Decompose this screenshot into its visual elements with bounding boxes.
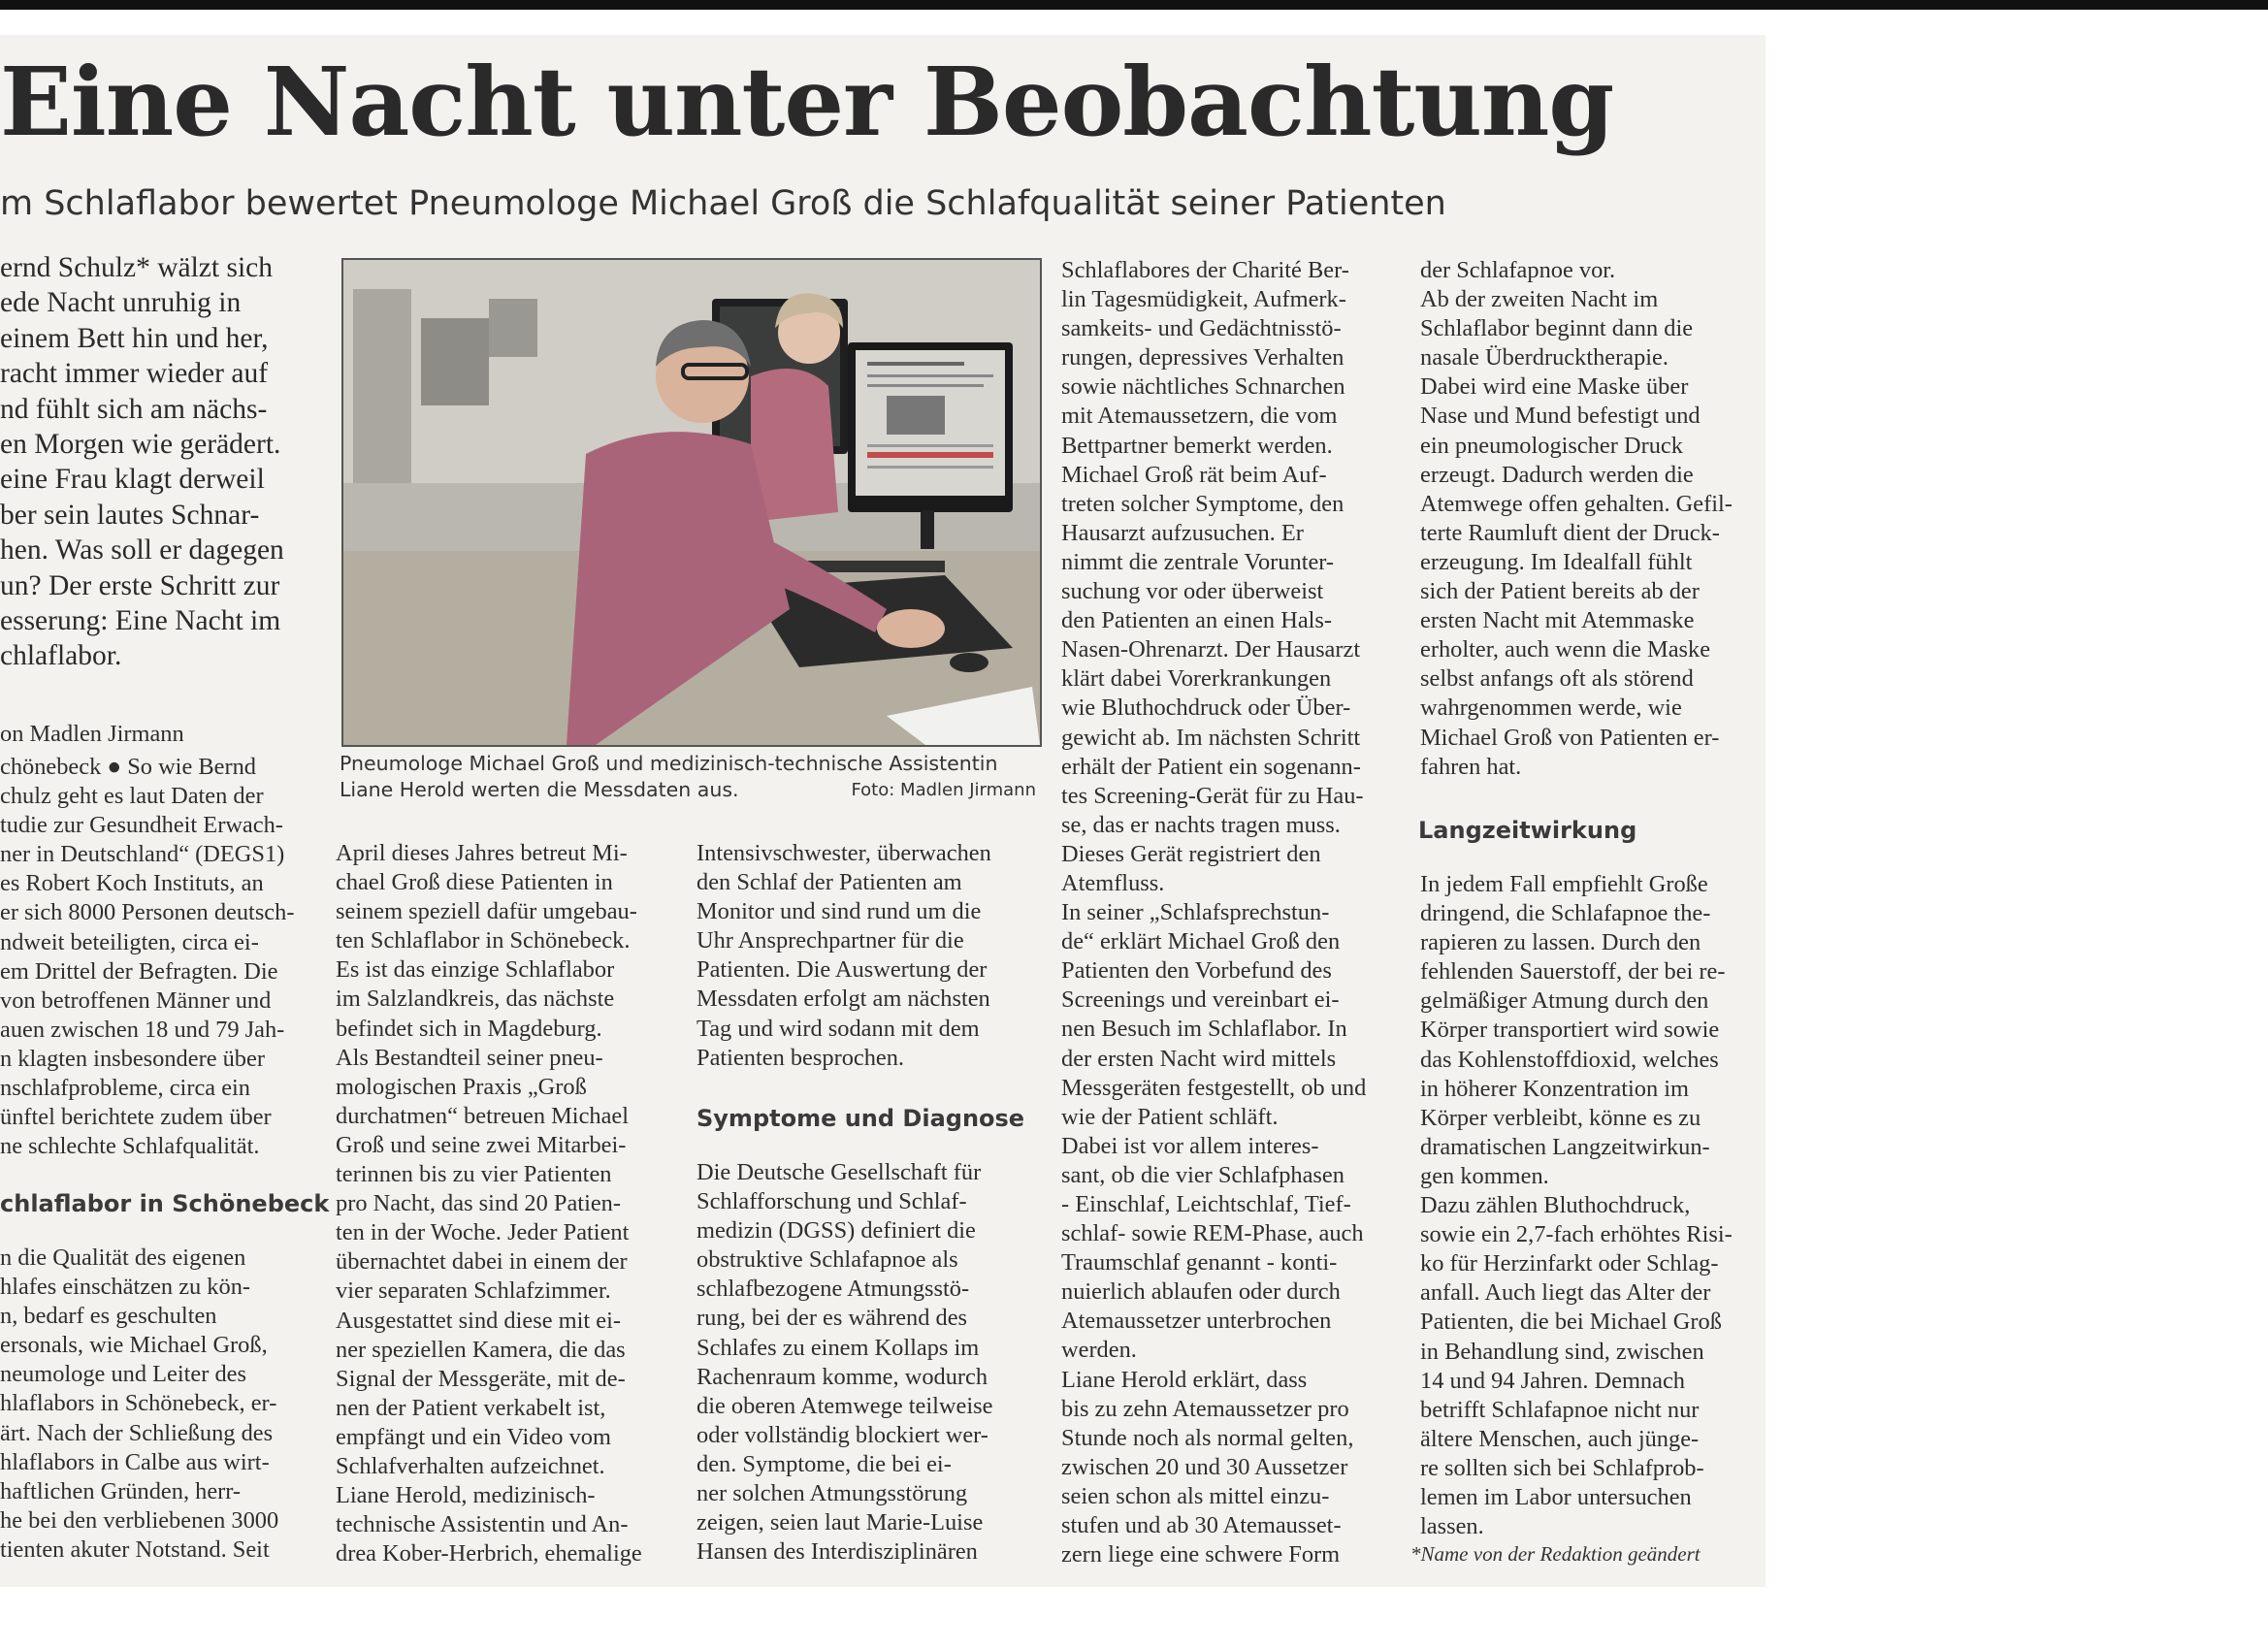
column-2-text: April dieses Jahres betreut Mi- chael Groß diese Patienten in seinem speziell dafür umgebau- ten Schlaflabor in Schönebeck. Es ist das einzige Schlaflabor im Salzlandkreis, das nächste befindet sich in Magdeburg. Als Bestandteil seiner pneu- mologischen Praxis „Groß durchatmen“ betreuen Michael Groß und seine zwei Mitarbei- terinnen bis zu vier Patienten pro Nacht, das sind 20 Patien- ten in der Woche. Jeder Patient übernachtet dabei in einem der vier separaten Schlafzimmer. Ausgestattet sind diese mit ei- ner speziellen Kamera, die das Signal der Messgeräte, mit de- nen der Patient verkabelt ist, empfängt und ein Video vom Schlafverhalten aufzeichnet. Liane Herold, medizinisch- technische Assistentin und An- drea Kober-Herbrich, ehemalige [336, 840, 642, 1568]
section-heading-symptome: Symptome und Diagnose [697, 1105, 1025, 1132]
section-heading-langzeitwirkung: Langzeitwirkung [1418, 817, 1637, 844]
photo-caption [340, 751, 1040, 803]
lab-scene-illustration [343, 260, 1040, 745]
column-3-text: Intensivschwester, überwachen den Schlaf der Patienten am Monitor und sind rund um die Uhr Ansprechpartner für die Patienten. Die Auswertung der Messdaten erfolgt am nächsten Tag und wird sodann mit dem Patienten besprochen. [697, 840, 991, 1071]
article-photo [341, 258, 1042, 747]
photo-credit: Foto: Madlen Jirmann [851, 780, 1036, 800]
column-1-text-2: n die Qualität des eigenen hlafes einschätzen zu kön- n, bedarf es geschulten ersonals, wie Michael Groß, neumologe und Leiter des hlaflabors in Schönebeck, er- ärt. Nach der Schließung des hlaflabors in Calbe aus wirt- haftlichen Gründen, herr- he bei den verbliebenen 3000 tienten akuter Notstand. Seit [0, 1245, 279, 1563]
column-1-text: chönebeck ● So wie Bernd chulz geht es laut Daten der tudie zur Gesundheit Erwach- ner in Deutschland“ (DEGS1) es Robert Koch Instituts, an er sich 8000 Personen deutsch- ndweit beteiligten, circa ei- em Drittel der Befragten. Die von betroffenen Männer und auen zwischen 18 und 79 Jah- n klagten insbesondere über nschlafprobleme, circa ein ünftel berichtete zudem über ne schlechte Schlafqualität. [0, 754, 295, 1160]
photo-caption-line-2: Liane Herold werten die Messdaten aus. [340, 778, 739, 801]
photo-caption-line-1: Pneumologe Michael Groß und medizinisch-technische Assistentin [340, 752, 998, 775]
lead-paragraph: ernd Schulz* wälzt sich ede Nacht unruhig in einem Bett hin und her, racht immer wieder auf nd fühlt sich am nächs- en Morgen wie gerädert. eine Frau klagt derweil ber sein lautes Schnar- hen. Was soll er dagegen un? Der erste Schritt zur esserung: Eine Nacht im chlaflabor. [0, 252, 284, 672]
headline: Eine Nacht unter Beobachtung [0, 47, 1614, 157]
subheadline: m Schlaflabor bewertet Pneumologe Michael Groß die Schlafqualität seiner Patienten [0, 184, 1446, 223]
byline: on Madlen Jirmann [0, 721, 184, 747]
column-3-text-2: Die Deutsche Gesellschaft für Schlafforschung und Schlaf- medizin (DGSS) definiert die obstruktive Schlafapnoe als schlafbezogene Atmungsstö- rung, bei der es während des Schlafes zu einem Kollaps im Rachenraum komme, wodurch die oberen Atemwege teilweise oder vollständig blockiert wer- den. Symptome, die bei ei- ner solchen Atmungsstörung zeigen, seien laut Marie-Luise Hansen des Interdisziplinären [697, 1159, 993, 1566]
column-4-text: Schlaflabores der Charité Ber- lin Tagesmüdigkeit, Aufmerk- samkeits- und Gedächtnisstö- rungen, depressives Verhalten sowie nächtliches Schnarchen mit Atemaussetzern, die vom Bettpartner bemerkt werden. Michael Groß rät beim Auf- treten solcher Symptome, den Hausarzt aufzusuchen. Er nimmt die zentrale Vorunter- suchung vor oder überweist den Patienten an einen Hals- Nasen-Ohrenarzt. Der Hausarzt klärt dabei Vorerkrankungen wie Bluthochdruck oder Über- gewicht ab. Im nächsten Schritt erhält der Patient ein sogenann- tes Screening-Gerät für zu Hau- se, das er nachts tragen muss. Dieses Gerät registriert den Atemfluss. In seiner „Schlafsprechstun- de“ erklärt Michael Groß den Patienten den Vorbefund des Screenings und vereinbart ei- nen Besuch im Schlaflabor. In der ersten Nacht wird mittels Messgeräten festgestellt, ob und wie der Patient schläft. Dabei ist vor allem interes- sant, ob die vier Schlafphasen - Einschlaf, Leichtschlaf, Tief- schlaf- sowie REM-Phase, auch Traumschlaf genannt - konti- nuierlich ablaufen oder durch Atemaussetzer unterbrochen werden. Liane Herold erklärt, dass bis zu zehn Atemaussetzer pro Stunde noch als normal gelten, zwischen 20 und 30 Aussetzer seien schon als mittel einzu- stufen und ab 30 Atemausset- zern liege eine schwere Form [1061, 257, 1367, 1568]
scan-top-edge [0, 0, 2268, 10]
footnote: *Name von der Redaktion geändert [1410, 1542, 1701, 1566]
column-5-text: der Schlafapnoe vor. Ab der zweiten Nacht im Schlaflabor beginnt dann die nasale Überdrucktherapie. Dabei wird eine Maske über Nase und Mund befestigt und ein pneumologischer Druck erzeugt. Dadurch werden die Atemwege offen gehalten. Gefil- terte Raumluft dient der Druck- erzeugung. Im Idealfall fühlt sich der Patient bereits ab der ersten Nacht mit Atemmaske erholter, auch wenn die Maske selbst anfangs oft als störend wahrgenommen werde, wie Michael Groß von Patienten er- fahren hat. [1420, 257, 1733, 780]
section-heading-schlaflabor: chlaflabor in Schönebeck [0, 1190, 330, 1217]
column-5-text-2: In jedem Fall empfiehlt Große dringend, die Schlafapnoe the- rapieren zu lassen. Durch den fehlenden Sauerstoff, der bei re- gelmäßiger Atmung durch den Körper transportiert wird sowie das Kohlenstoffdioxid, welches in höherer Konzentration im Körper verbleibt, könne es zu dramatischen Langzeitwirkun- gen kommen. Dazu zählen Bluthochdruck, sowie ein 2,7-fach erhöhtes Risi- ko für Herzinfarkt oder Schlag- anfall. Auch liegt das Alter der Patienten, die bei Michael Groß in Behandlung sind, zwischen 14 und 94 Jahren. Demnach betrifft Schlafapnoe nicht nur ältere Menschen, auch jünge- re sollten sich bei Schlafprob- lemen im Labor untersuchen lassen. [1420, 871, 1733, 1540]
